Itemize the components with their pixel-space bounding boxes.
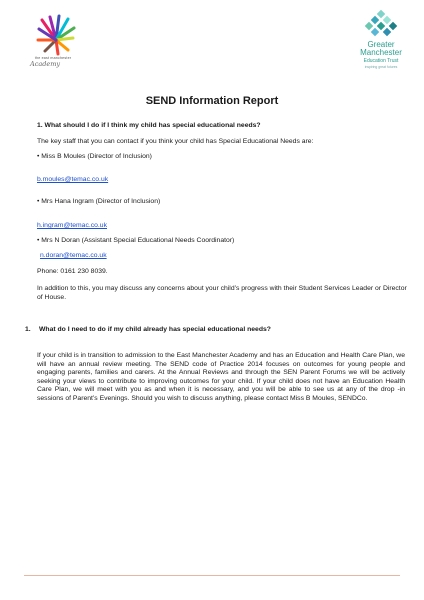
diamond-mosaic-icon xyxy=(363,10,399,40)
logo-line-greater: Greater xyxy=(367,40,395,49)
section2-number: 1. xyxy=(25,326,31,333)
contact-1-name: • Miss B Moules (Director of Inclusion) xyxy=(37,153,152,160)
contact-1-email-link[interactable]: b.moules@temac.co.uk xyxy=(37,176,109,183)
intro-text: The key staff that you can contact if you think your child has Special Educational Needs are: xyxy=(37,138,314,145)
phone-wrap xyxy=(37,268,407,277)
question-heading: 1. What should I do if I think my child has special educational needs? xyxy=(37,122,261,129)
footer-divider xyxy=(24,575,400,576)
closing-text: In addition to this, you may discuss any concerns about your child’s progress with their Student Services Leader or Director of House. xyxy=(37,285,407,301)
logo-line-manchester: Manchester xyxy=(360,48,402,57)
logo-academy-text: Academy xyxy=(30,60,61,68)
academy-logo xyxy=(22,14,92,70)
section1-question xyxy=(37,122,407,131)
phone-text: Phone: 0161 230 8039. xyxy=(37,268,108,275)
section2-body: If your child is in transition to admission to the East Manchester Academy and has an Education and Health Care Plan, we will have an annual review meeting. The SEND code of Practice 2014 focuses on outcomes for young people and engaging parents, families and carers. At the Annual Reviews and through the SEN Parent Forums we will be actively seeking your views to contribute to improving outcomes for your child. If your child does not have an Education Health Care Plan, we will meet with you as and when it is necessary, and you will be able to see us at any of the drop -in sessions of Parent’s Evenings. Should you wish to discuss anything, please contact Miss B Moules, SENDCo. xyxy=(37,352,405,402)
section2-heading xyxy=(25,326,271,333)
section2-question: What do I need to do if my child already has special educational needs? xyxy=(39,326,271,333)
closing-wrap xyxy=(37,285,407,302)
contact-3-email-link[interactable]: n.doran@temac.co.uk xyxy=(40,252,107,259)
logo-line-education-trust: Education Trust xyxy=(363,58,399,64)
logo-small-text: the east manchester xyxy=(34,56,72,60)
contact-1-name-wrap xyxy=(37,153,407,162)
logo-tagline: inspiring great futures xyxy=(364,65,398,69)
section1-intro-block xyxy=(37,138,407,147)
contact-2-name: • Mrs Hana Ingram (Director of Inclusion) xyxy=(37,198,161,205)
contact-2-email-link[interactable]: h.ingram@temac.co.uk xyxy=(37,222,107,229)
contact-1-email-wrap xyxy=(37,176,407,185)
contact-2-name-wrap xyxy=(37,198,407,207)
contact-3-email-wrap xyxy=(40,252,410,261)
contact-3-name-wrap xyxy=(37,237,407,246)
page-title: SEND Information Report xyxy=(145,95,279,107)
contact-3-name: • Mrs N Doran (Assistant Special Educational Needs Coordinator) xyxy=(37,237,235,244)
gm-education-trust-logo xyxy=(350,10,412,76)
starburst-logo-icon xyxy=(36,14,76,56)
contact-2-email-wrap xyxy=(37,222,407,231)
